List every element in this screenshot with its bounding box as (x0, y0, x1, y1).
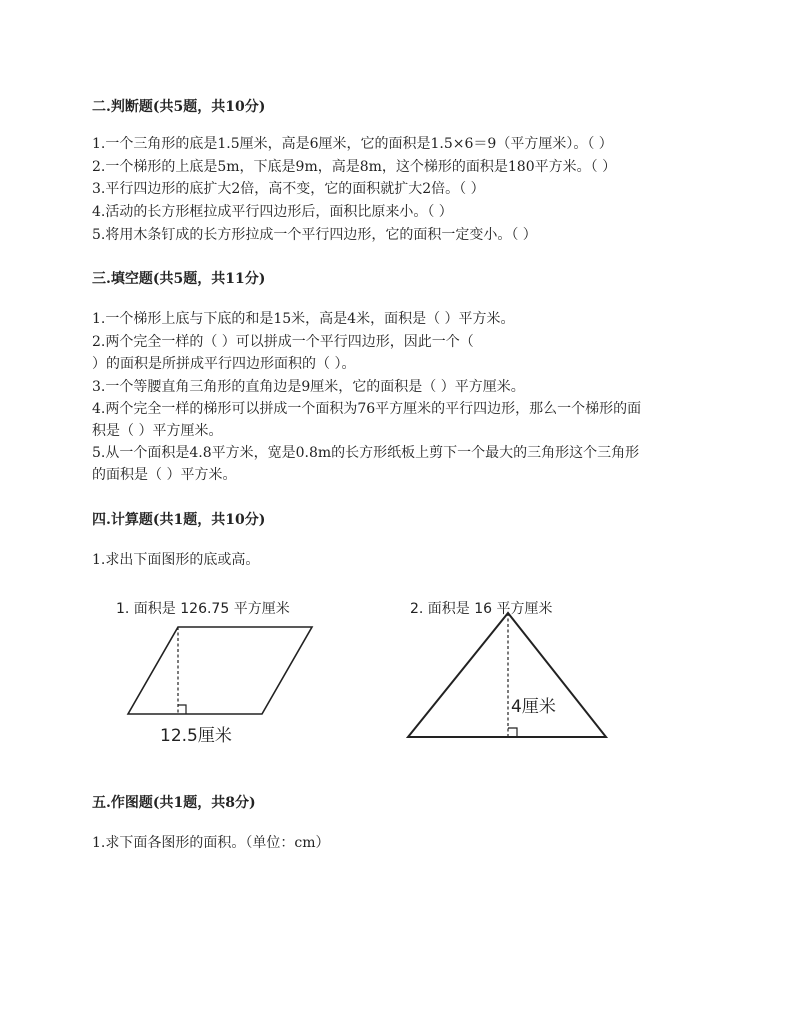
judgement-item-5: 5.将用木条钉成的长方形拉成一个平行四边形，它的面积一定变小。（ ） (92, 227, 537, 243)
parallelogram-shape (128, 627, 312, 714)
figure2-label: 2. 面积是 16 平方厘米 (410, 601, 553, 617)
section-title-fill-blank: 三.填空题(共5题，共11分) (92, 271, 266, 287)
judgement-item-2: 2.一个梯形的上底是5m，下底是9m，高是8m，这个梯形的面积是180平方米。（ ） (92, 159, 617, 175)
fill-blank-line-2: 2.两个完全一样的（ ）可以拼成一个平行四边形，因此一个（ (92, 334, 474, 350)
triangle-shape (408, 613, 606, 737)
fill-blank-line-5: 4.两个完全一样的梯形可以拼成一个面积为76平方厘米的平行四边形，那么一个梯形的面 (92, 401, 642, 417)
figure1-label: 1. 面积是 126.75 平方厘米 (116, 601, 290, 617)
right-angle-mark (178, 705, 186, 714)
parallelogram-base-label: 12.5厘米 (160, 726, 232, 746)
fill-blank-line-1: 1.一个梯形上底与下底的和是15米，高是4米，面积是（ ）平方米。 (92, 311, 515, 327)
fill-blank-line-3: ）的面积是所拼成平行四边形面积的（ ）。 (92, 356, 356, 372)
fill-blank-line-8: 的面积是（ ）平方米。 (92, 467, 237, 483)
triangle-figure (398, 605, 613, 745)
fill-blank-line-6: 积是（ ）平方厘米。 (92, 423, 223, 439)
section-title-judgement: 二.判断题(共5题，共10分) (92, 99, 266, 115)
section-title-drawing: 五.作图题(共1题，共8分) (92, 795, 256, 811)
parallelogram-figure (120, 618, 320, 748)
triangle-height-label: 4厘米 (511, 697, 556, 717)
judgement-item-3: 3.平行四边形的底扩大2倍，高不变，它的面积就扩大2倍。（ ） (92, 181, 485, 197)
calculation-question: 1.求出下面图形的底或高。 (92, 552, 260, 568)
section-title-calculation: 四.计算题(共1题，共10分) (92, 512, 266, 528)
judgement-item-4: 4.活动的长方形框拉成平行四边形后，面积比原来小。（ ） (92, 204, 453, 220)
triangle-right-angle-mark (508, 728, 517, 737)
drawing-question: 1.求下面各图形的面积。（单位：cm） (92, 835, 330, 851)
fill-blank-line-4: 3.一个等腰直角三角形的直角边是9厘米，它的面积是（ ）平方厘米。 (92, 379, 525, 395)
fill-blank-line-7: 5.从一个面积是4.8平方米，宽是0.8m的长方形纸板上剪下一个最大的三角形这个三角形 (92, 445, 640, 461)
judgement-item-1: 1.一个三角形的底是1.5厘米，高是6厘米，它的面积是1.5×6＝9（平方厘米）。（ ） (92, 136, 613, 152)
